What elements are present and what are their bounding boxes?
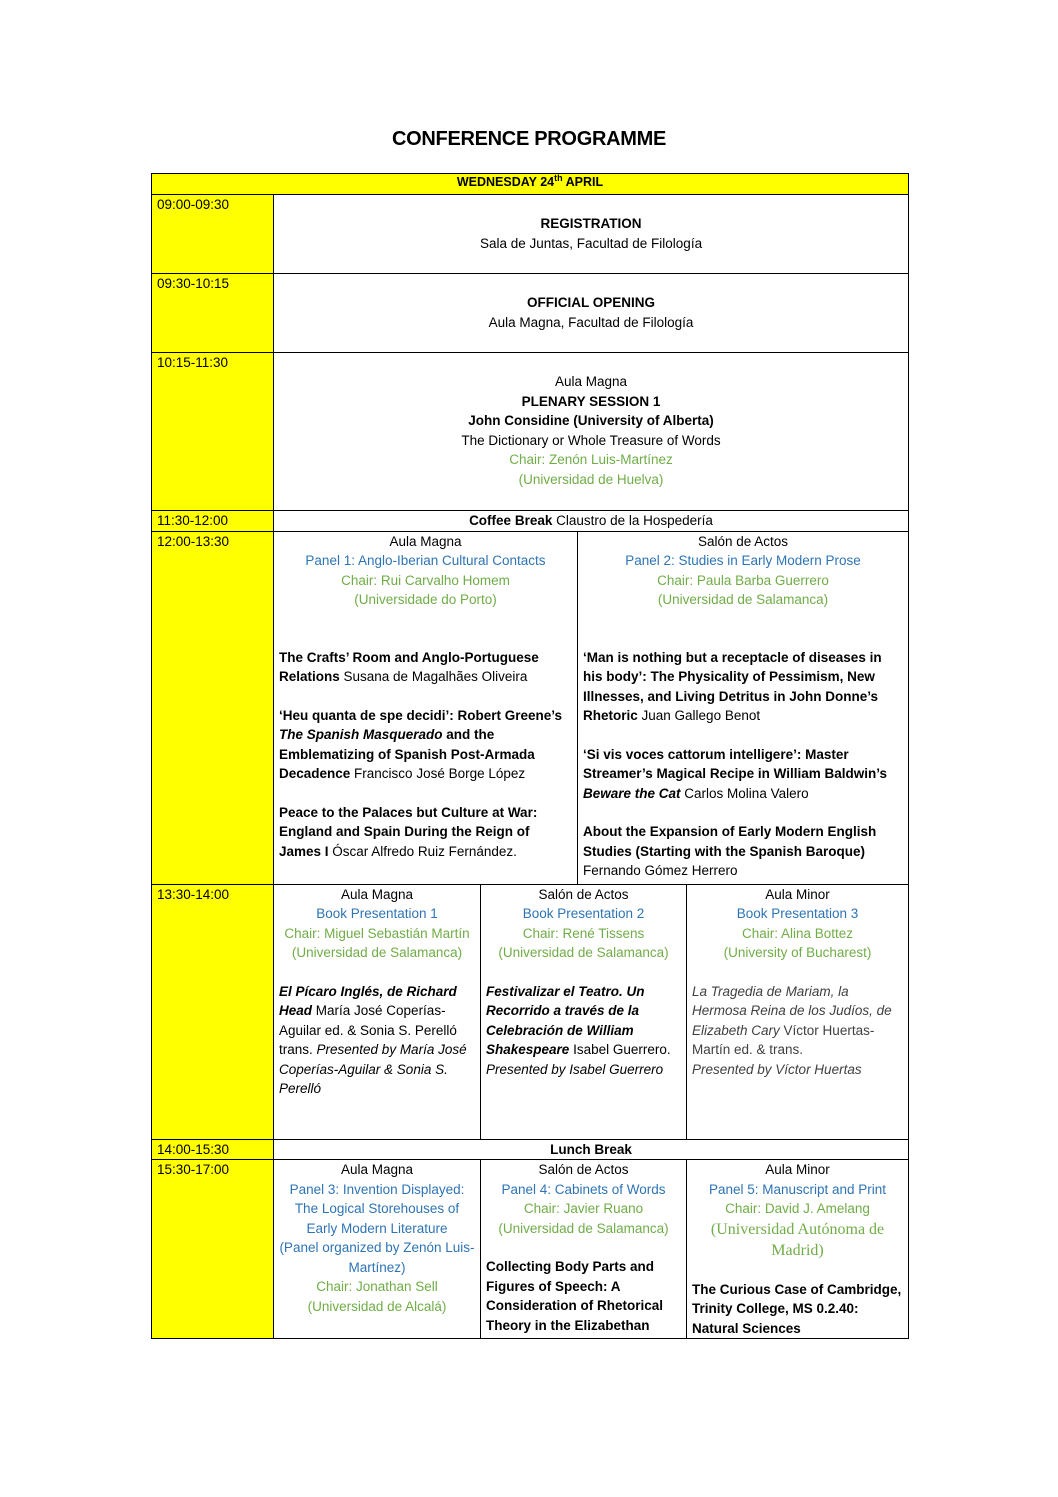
coffee-place: Claustro de la Hospedería [552, 513, 713, 528]
book-item: La Tragedia de Mariam, la Hermosa Reina de los Judíos, de Elizabeth Cary Víctor Huertas-Martín ed. & trans. Presented by Víctor Huertas [692, 983, 892, 1077]
plenary-heading: PLENARY SESSION 1 [521, 393, 661, 409]
panel-chair-affil: (Universidad de Alcalá) [307, 1298, 447, 1314]
presentation-title: Book Presentation 2 [522, 906, 645, 921]
panel-title: Panel 2: Studies in Early Modern Prose [625, 553, 861, 568]
plenary-chair: Chair: Zenón Luis-Martínez [509, 452, 673, 467]
panel-chair: Chair: Rui Carvalho Homem [341, 572, 510, 588]
paper-item: Collecting Body Parts and Figures of Speech: A Consideration of Rhetorical Theory in the Elizabethan [486, 1259, 664, 1333]
book-presentation-2-cell [481, 884, 687, 1139]
panel-chair-affil: (Universidad Autónoma de Madrid) [710, 1220, 885, 1259]
panel-title: Panel 3: Invention Displayed: The Logical Storehouses of Early Modern Literature [289, 1181, 465, 1236]
plenary-row [152, 353, 909, 511]
presentation-title: Book Presentation 1 [316, 906, 438, 921]
day-header: WEDNESDAY 24th APRIL [152, 174, 909, 195]
paper-item: ‘Man is nothing but a receptacle of diseases in his body’: The Physicality of Pessimism, New Illnesses, and Living Detritus in John Donne’s Rhetoric Juan Gallego Benot [583, 649, 882, 723]
coffee-label: Coffee Break [469, 513, 553, 528]
page-title: CONFERENCE PROGRAMME [391, 128, 666, 150]
paper-item: About the Expansion of Early Modern English Studies (Starting with the Spanish Baroque) Fernando Gómez Herrero [583, 824, 877, 878]
presentation-chair: Chair: Alina Bottez [741, 925, 854, 941]
time-cell: 09:30-10:15 [152, 274, 274, 353]
time-cell: 10:15-11:30 [152, 353, 274, 511]
paper-item: The Curious Case of Cambridge, Trinity College, MS 0.2.40: Natural Sciences [692, 1281, 902, 1336]
book-presentation-3-cell [687, 884, 909, 1139]
presentation-chair-affil: (Universidad de Salamanca) [291, 945, 463, 960]
plenary-room: Aula Magna [554, 374, 628, 389]
room-label: Salón de Actos [538, 886, 629, 902]
room-label: Aula Magna [340, 886, 414, 902]
opening-place: Aula Magna, Facultad de Filología [488, 314, 694, 330]
paper-item: Peace to the Palaces but Culture at War: England and Spain During the Reign of James I Óscar Alfredo Ruiz Fernández. [279, 804, 538, 859]
time-cell: 09:00-09:30 [152, 195, 274, 274]
panel-chair-affil: (Universidade do Porto) [354, 592, 497, 607]
opening-heading: OFFICIAL OPENING [527, 295, 656, 310]
presentation-title: Book Presentation 3 [736, 906, 859, 921]
plenary-chair-affil: (Universidad de Huelva) [518, 471, 664, 487]
time-cell: 14:00-15:30 [152, 1139, 274, 1160]
room-label: Aula Minor [765, 886, 830, 902]
panel-1-cell [274, 531, 578, 884]
room-label: Aula Magna [389, 533, 462, 549]
panel-4-cell [481, 1160, 687, 1339]
presentation-chair-affil: (University of Bucharest) [723, 945, 872, 960]
lunch-row [152, 1139, 909, 1160]
panel-title: Panel 4: Cabinets of Words [501, 1181, 666, 1197]
paper-item: ‘Si vis voces cattorum intelligere’: Master Streamer’s Magical Recipe in William Baldwin’s Beware the Cat Carlos Molina Valero [583, 746, 887, 801]
panel-5-cell [687, 1160, 909, 1339]
opening-row [152, 274, 909, 353]
presentation-chair: Chair: René Tissens [522, 925, 645, 941]
time-cell: 15:30-17:00 [152, 1160, 274, 1339]
panel-chair: Chair: Paula Barba Guerrero [657, 572, 829, 588]
slot-1200-row [152, 531, 909, 884]
presentation-chair: Chair: Miguel Sebastián Martín [284, 925, 470, 941]
room-label: Aula Minor [765, 1162, 830, 1177]
time-cell: 13:30-14:00 [152, 884, 274, 1139]
panel-3-cell [274, 1160, 481, 1339]
book-presentation-1-cell [274, 884, 481, 1139]
registration-heading: REGISTRATION [540, 216, 642, 231]
programme-table [151, 173, 909, 1339]
room-label: Aula Magna [340, 1162, 414, 1177]
slot-1330-row [152, 884, 909, 1139]
presentation-chair-affil: (Universidad de Salamanca) [498, 945, 669, 960]
paper-item: The Crafts’ Room and Anglo-Portuguese Relations Susana de Magalhães Oliveira [279, 649, 539, 684]
panel-title: Panel 5: Manuscript and Print [708, 1181, 887, 1197]
panel-chair: Chair: Javier Ruano [523, 1201, 644, 1216]
panel-2-cell [578, 531, 909, 884]
book-item: Festivalizar el Teatro. Un Recorrido a través de la Celebración de William Shakespeare Isabel Guerrero. Presented by Isabel Guerrero [486, 983, 671, 1077]
coffee-row [152, 511, 909, 532]
lunch-label: Lunch Break [274, 1139, 909, 1160]
room-label: Salón de Actos [538, 1162, 629, 1177]
panel-chair-affil: (Universidad de Salamanca) [498, 1220, 669, 1236]
time-cell: 11:30-12:00 [152, 511, 274, 532]
book-item: El Pícaro Inglés, de Richard Head María José Coperías-Aguilar ed. & Sonia S. Perelló trans. Presented by María José Coperías-Aguilar & Sonia S. Perelló [279, 983, 467, 1096]
panel-note: (Panel organized by Zenón Luis-Martínez) [279, 1240, 475, 1275]
time-cell: 12:00-13:30 [152, 531, 274, 884]
registration-row [152, 195, 909, 274]
plenary-speaker: John Considine (University of Alberta) [468, 413, 714, 428]
panel-title: Panel 1: Anglo-Iberian Cultural Contacts [305, 553, 546, 568]
panel-chair: Chair: Jonathan Sell [316, 1279, 438, 1294]
registration-place: Sala de Juntas, Facultad de Filología [479, 235, 703, 251]
paper-item: ‘Heu quanta de spe decidi’: Robert Greene’s The Spanish Masquerado and the Emblematizing of Spanish Post-Armada Decadence Francisco José Borge López [279, 707, 563, 781]
panel-chair: Chair: David J. Amelang [725, 1201, 870, 1216]
plenary-talk: The Dictionary or Whole Treasure of Words [461, 432, 721, 448]
room-label: Salón de Actos [697, 533, 789, 549]
panel-chair-affil: (Universidad de Salamanca) [657, 592, 829, 607]
slot-1530-row [152, 1160, 909, 1339]
